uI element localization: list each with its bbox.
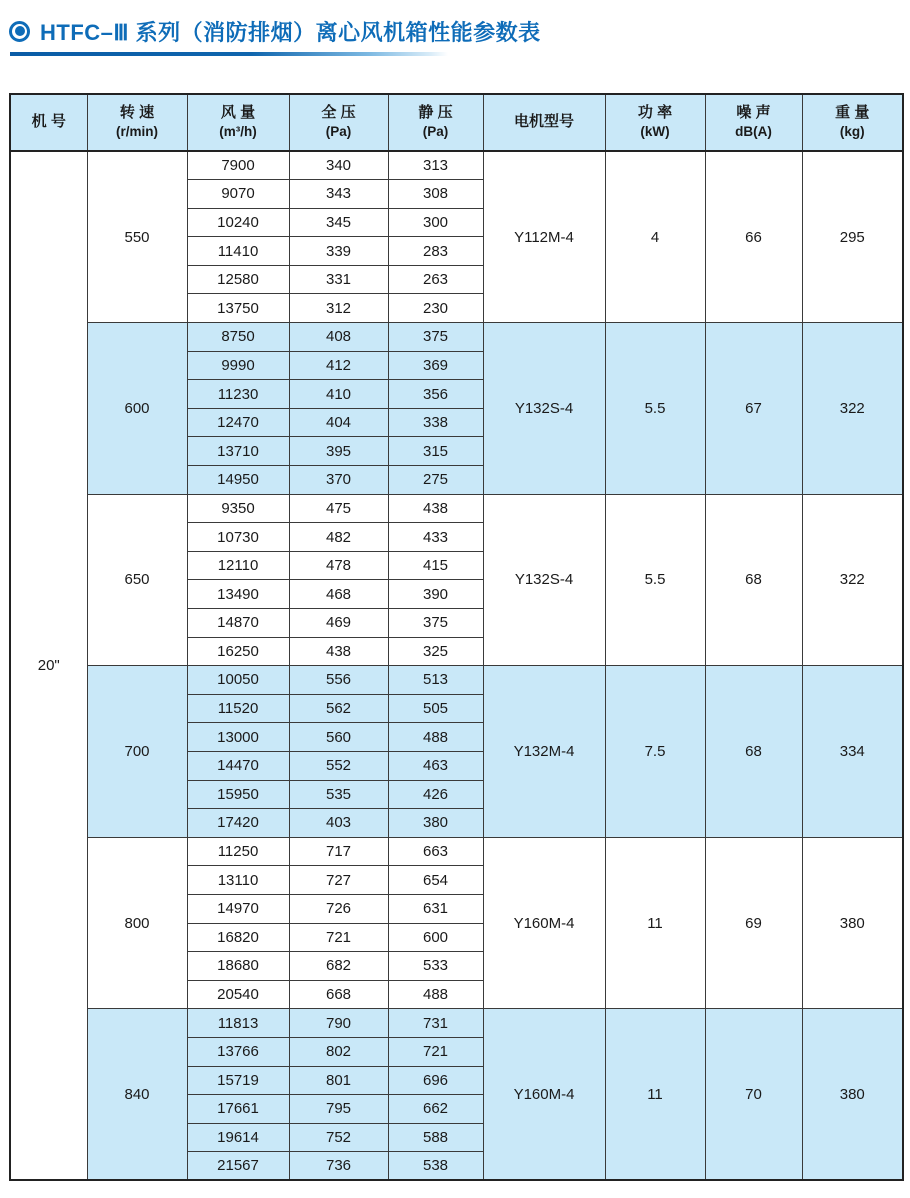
total-pressure-cell: 404 [289,408,388,437]
col-header-label: 功 率 [637,104,673,122]
total-pressure-cell: 345 [289,208,388,237]
total-pressure-cell: 331 [289,265,388,294]
col-header-static-pressure [388,94,483,151]
flow-cell: 11250 [187,837,289,866]
table-row [10,494,903,523]
total-pressure-cell: 410 [289,380,388,409]
flow-cell: 12580 [187,265,289,294]
flow-cell: 10050 [187,666,289,695]
speed-cell: 700 [87,666,187,838]
total-pressure-cell: 562 [289,694,388,723]
total-pressure-cell: 340 [289,151,388,180]
total-pressure-cell: 682 [289,952,388,981]
flow-cell: 11520 [187,694,289,723]
static-pressure-cell: 533 [388,952,483,981]
flow-cell: 11813 [187,1009,289,1038]
flow-cell: 17420 [187,809,289,838]
total-pressure-cell: 552 [289,751,388,780]
flow-cell: 13110 [187,866,289,895]
total-pressure-cell: 343 [289,180,388,209]
static-pressure-cell: 433 [388,523,483,552]
flow-cell: 13766 [187,1037,289,1066]
col-header-unit: (m³/h) [219,123,257,139]
speed-cell: 550 [87,151,187,323]
static-pressure-cell: 654 [388,866,483,895]
total-pressure-cell: 535 [289,780,388,809]
flow-cell: 11410 [187,237,289,266]
static-pressure-cell: 696 [388,1066,483,1095]
flow-cell: 18680 [187,952,289,981]
col-header-unit: (Pa) [325,123,352,139]
total-pressure-cell: 790 [289,1009,388,1038]
total-pressure-cell: 556 [289,666,388,695]
total-pressure-cell: 802 [289,1037,388,1066]
static-pressure-cell: 663 [388,837,483,866]
static-pressure-cell: 338 [388,408,483,437]
col-header-label: 静 压 [418,104,453,122]
header-row [10,94,903,151]
total-pressure-cell: 468 [289,580,388,609]
flow-cell: 16250 [187,637,289,666]
static-pressure-cell: 325 [388,637,483,666]
static-pressure-cell: 662 [388,1095,483,1124]
total-pressure-cell: 795 [289,1095,388,1124]
static-pressure-cell: 463 [388,751,483,780]
motor-cell: Y160M-4 [483,1009,605,1181]
flow-cell: 10240 [187,208,289,237]
power-cell: 11 [605,1009,705,1181]
total-pressure-cell: 726 [289,894,388,923]
col-header-unit: dB(A) [735,123,772,139]
col-header-label: 风 量 [220,104,256,122]
flow-cell: 13000 [187,723,289,752]
static-pressure-cell: 275 [388,466,483,495]
total-pressure-cell: 727 [289,866,388,895]
noise-cell: 70 [705,1009,802,1181]
flow-cell: 20540 [187,980,289,1009]
total-pressure-cell: 721 [289,923,388,952]
total-pressure-cell: 560 [289,723,388,752]
col-header-label: 电机型号 [513,113,574,131]
power-cell: 5.5 [605,494,705,666]
static-pressure-cell: 600 [388,923,483,952]
weight-cell: 322 [802,494,903,666]
static-pressure-cell: 356 [388,380,483,409]
table-row [10,323,903,352]
weight-cell: 380 [802,1009,903,1181]
col-header-label: 噪 声 [736,104,771,122]
total-pressure-cell: 412 [289,351,388,380]
static-pressure-cell: 300 [388,208,483,237]
noise-cell: 66 [705,151,802,323]
total-pressure-cell: 408 [289,323,388,352]
static-pressure-cell: 283 [388,237,483,266]
static-pressure-cell: 375 [388,609,483,638]
col-header-speed [87,94,187,151]
weight-cell: 380 [802,837,903,1009]
flow-cell: 14970 [187,894,289,923]
col-header-power [605,94,705,151]
weight-cell: 322 [802,323,903,495]
speed-cell: 650 [87,494,187,666]
static-pressure-cell: 313 [388,151,483,180]
total-pressure-cell: 475 [289,494,388,523]
motor-cell: Y112M-4 [483,151,605,323]
total-pressure-cell: 668 [289,980,388,1009]
motor-cell: Y132S-4 [483,494,605,666]
static-pressure-cell: 488 [388,980,483,1009]
flow-cell: 9990 [187,351,289,380]
power-cell: 7.5 [605,666,705,838]
total-pressure-cell: 478 [289,551,388,580]
flow-cell: 15719 [187,1066,289,1095]
col-header-label: 全 压 [321,104,356,122]
flow-cell: 14470 [187,751,289,780]
static-pressure-cell: 538 [388,1152,483,1181]
table-row [10,666,903,695]
performance-table [9,93,904,1181]
total-pressure-cell: 438 [289,637,388,666]
speed-cell: 800 [87,837,187,1009]
power-cell: 4 [605,151,705,323]
col-header-unit: (Pa) [422,123,449,139]
static-pressure-cell: 390 [388,580,483,609]
static-pressure-cell: 230 [388,294,483,323]
motor-cell: Y132M-4 [483,666,605,838]
page-title: HTFC–Ⅲ 系列（消防排烟）离心风机箱性能参数表 [40,19,541,45]
total-pressure-cell: 801 [289,1066,388,1095]
col-header-weight [802,94,903,151]
col-header-label: 机 号 [31,113,66,131]
total-pressure-cell: 482 [289,523,388,552]
total-pressure-cell: 469 [289,609,388,638]
flow-cell: 12110 [187,551,289,580]
power-cell: 5.5 [605,323,705,495]
col-header-motor [483,94,605,151]
title-underline [10,52,448,56]
col-header-flow [187,94,289,151]
static-pressure-cell: 588 [388,1123,483,1152]
table-row [10,1009,903,1038]
total-pressure-cell: 370 [289,466,388,495]
col-header-unit: (kg) [839,123,865,139]
total-pressure-cell: 403 [289,809,388,838]
noise-cell: 68 [705,494,802,666]
col-header-label: 转 速 [119,104,155,122]
flow-cell: 19614 [187,1123,289,1152]
static-pressure-cell: 315 [388,437,483,466]
flow-cell: 13750 [187,294,289,323]
power-cell: 11 [605,837,705,1009]
noise-cell: 67 [705,323,802,495]
flow-cell: 7900 [187,151,289,180]
speed-cell: 600 [87,323,187,495]
col-header-machine [10,94,87,151]
static-pressure-cell: 380 [388,809,483,838]
static-pressure-cell: 438 [388,494,483,523]
flow-cell: 9070 [187,180,289,209]
flow-cell: 14870 [187,609,289,638]
flow-cell: 10730 [187,523,289,552]
weight-cell: 334 [802,666,903,838]
bullseye-icon [9,21,30,42]
static-pressure-cell: 375 [388,323,483,352]
noise-cell: 69 [705,837,802,1009]
total-pressure-cell: 736 [289,1152,388,1181]
total-pressure-cell: 717 [289,837,388,866]
total-pressure-cell: 752 [289,1123,388,1152]
total-pressure-cell: 312 [289,294,388,323]
flow-cell: 17661 [187,1095,289,1124]
machine-cell: 20" [10,151,87,1180]
static-pressure-cell: 505 [388,694,483,723]
table-row [10,837,903,866]
flow-cell: 14950 [187,466,289,495]
flow-cell: 12470 [187,408,289,437]
flow-cell: 9350 [187,494,289,523]
static-pressure-cell: 426 [388,780,483,809]
flow-cell: 15950 [187,780,289,809]
col-header-total-pressure [289,94,388,151]
static-pressure-cell: 631 [388,894,483,923]
weight-cell: 295 [802,151,903,323]
table-header [10,94,903,151]
motor-cell: Y160M-4 [483,837,605,1009]
total-pressure-cell: 395 [289,437,388,466]
table-body [10,151,903,1180]
static-pressure-cell: 721 [388,1037,483,1066]
static-pressure-cell: 263 [388,265,483,294]
static-pressure-cell: 513 [388,666,483,695]
flow-cell: 13490 [187,580,289,609]
static-pressure-cell: 308 [388,180,483,209]
flow-cell: 21567 [187,1152,289,1181]
static-pressure-cell: 369 [388,351,483,380]
total-pressure-cell: 339 [289,237,388,266]
flow-cell: 16820 [187,923,289,952]
static-pressure-cell: 415 [388,551,483,580]
page-title-row [9,16,910,46]
flow-cell: 11230 [187,380,289,409]
col-header-noise [705,94,802,151]
motor-cell: Y132S-4 [483,323,605,495]
flow-cell: 8750 [187,323,289,352]
col-header-unit: (r/min) [116,123,158,139]
static-pressure-cell: 731 [388,1009,483,1038]
col-header-label: 重 量 [835,104,870,122]
col-header-unit: (kW) [640,123,670,139]
noise-cell: 68 [705,666,802,838]
static-pressure-cell: 488 [388,723,483,752]
flow-cell: 13710 [187,437,289,466]
speed-cell: 840 [87,1009,187,1181]
table-row [10,151,903,180]
